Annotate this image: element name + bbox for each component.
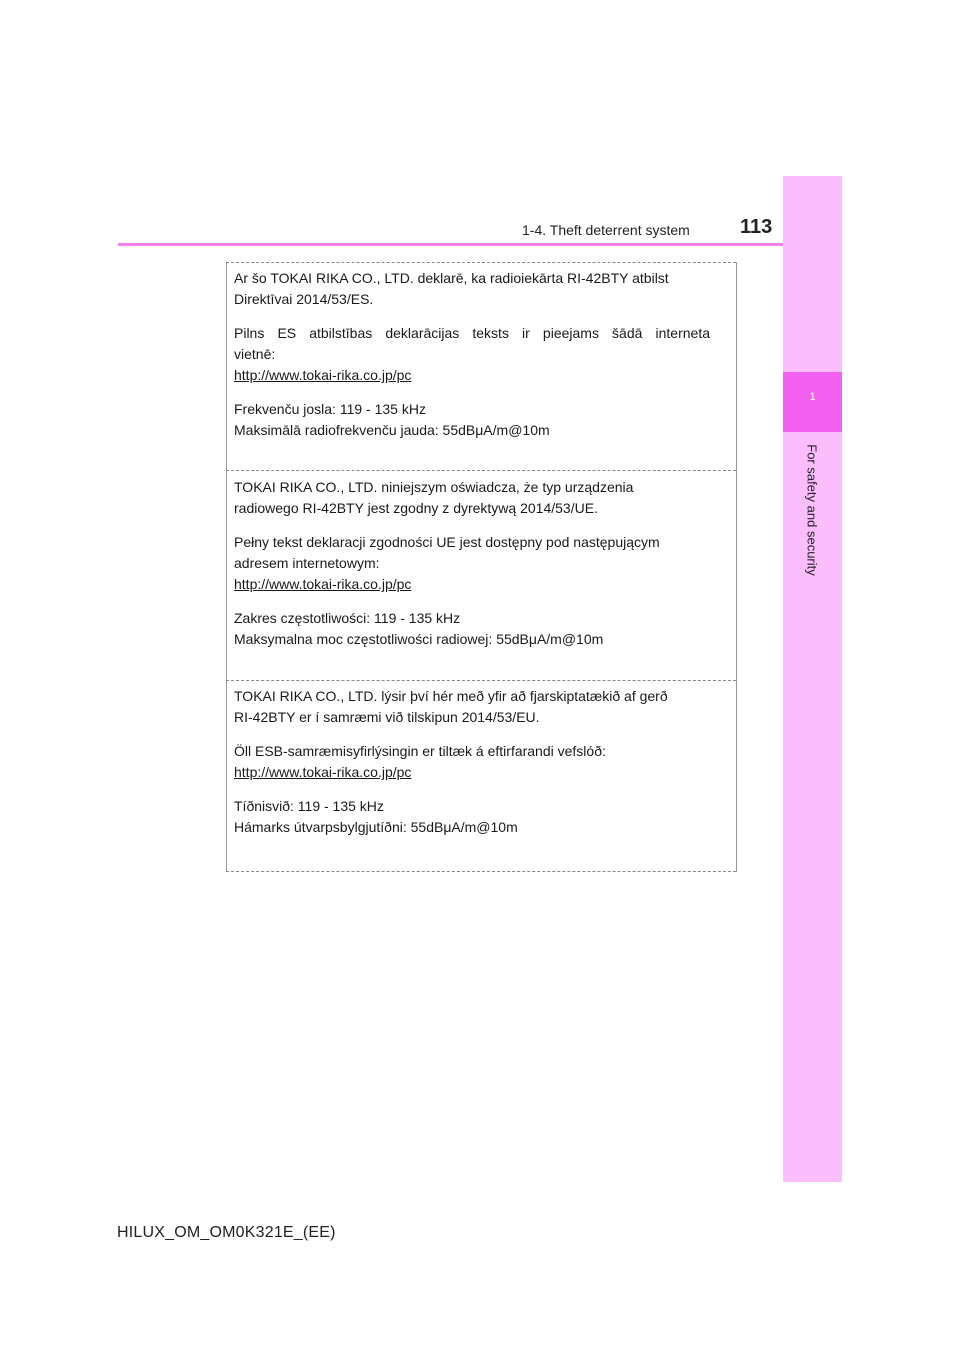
fulltext-line: Pełny tekst deklaracji zgodności UE jest dostępny pod następującym [234, 534, 660, 550]
fulltext-line: Öll ESB-samræmisyfirlýsingin er tiltæk á eftirfarandi vefslóð: [234, 743, 606, 759]
statement-line: TOKAI RIKA CO., LTD. niniejszym oświadcza, że typ urządzenia [234, 479, 634, 495]
statement-line: RI-42BTY er í samræmi við tilskipun 2014/53/EU. [234, 709, 540, 725]
statement-line: Direktīvai 2014/53/ES. [234, 291, 374, 307]
fulltext-line: Pilns ES atbilstības deklarācijas teksts ir pieejams šādā interneta [234, 325, 710, 341]
max-power: Maksymalna moc częstotliwości radiowej: 55dBμA/m@10m [234, 631, 604, 647]
declaration-url-link[interactable]: http://www.tokai-rika.co.jp/pc [234, 367, 412, 383]
chapter-title: For safety and security [804, 444, 820, 576]
dashed-divider [226, 262, 736, 263]
chapter-number: 1 [809, 391, 816, 403]
frequency-band: Frekvenču josla: 119 - 135 kHz [234, 401, 426, 417]
dashed-divider [226, 871, 736, 872]
max-power: Hámarks útvarpsbylgjutíðni: 55dBμA/m@10m [234, 819, 518, 835]
declaration-url-link[interactable]: http://www.tokai-rika.co.jp/pc [234, 764, 412, 780]
statement-line: radiowego RI-42BTY jest zgodny z dyrektywą 2014/53/UE. [234, 500, 598, 516]
declaration-latvian [234, 268, 710, 441]
fulltext-line: vietnē: [234, 346, 276, 362]
statement-line: Ar šo TOKAI RIKA CO., LTD. deklarē, ka radioiekārta RI-42BTY atbilst [234, 270, 669, 286]
frequency-band: Zakres częstotliwości: 119 - 135 kHz [234, 610, 461, 626]
declaration-icelandic [234, 686, 710, 838]
statement-line: TOKAI RIKA CO., LTD. lýsir því hér með yfir að fjarskiptatækið af gerð [234, 688, 668, 704]
max-power: Maksimālā radiofrekvenču jauda: 55dBμA/m@10m [234, 422, 550, 438]
page-number: 113 [740, 216, 773, 238]
section-title: 1-4. Theft deterrent system [522, 222, 690, 238]
header-rule [118, 243, 783, 246]
declaration-polish [234, 477, 710, 650]
frequency-band: Tíðnisvið: 119 - 135 kHz [234, 798, 384, 814]
declaration-url-link[interactable]: http://www.tokai-rika.co.jp/pc [234, 576, 412, 592]
dashed-divider [226, 470, 736, 471]
fulltext-line: adresem internetowym: [234, 555, 380, 571]
document-code: HILUX_OM_OM0K321E_(EE) [117, 1224, 336, 1241]
chapter-side-tab [783, 176, 842, 1182]
dashed-divider [226, 680, 736, 681]
